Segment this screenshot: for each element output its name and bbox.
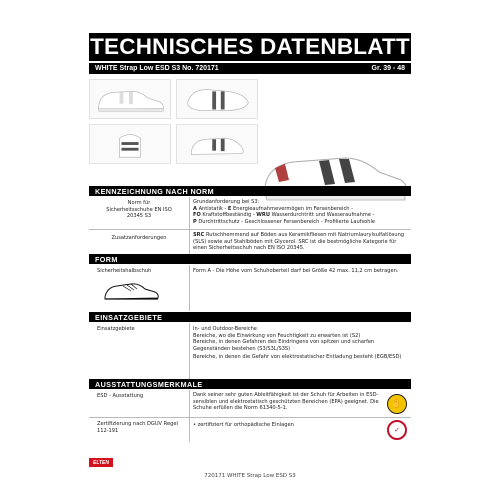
form-row: [89, 265, 411, 311]
bullet-icon: •: [193, 422, 198, 428]
datasheet: [89, 33, 411, 480]
shoe-image-top: [176, 79, 258, 119]
form-label: Sicherheitshalbschuh: [97, 268, 152, 274]
size-range: Gr. 39 - 48: [371, 65, 405, 72]
dguv-certification-icon: ✓: [387, 420, 407, 440]
norm-row-extra: [89, 230, 411, 254]
norm-label: Norm für Sicherheitsschuhe EN ISO 20345 S3: [106, 200, 172, 220]
shoe-image-front: [89, 124, 171, 164]
shoe-image-back: [176, 124, 258, 164]
norm-row-standard: [89, 197, 411, 230]
brand-logo: ELTEN: [89, 458, 113, 467]
extra-label: Zusatzanforderungen: [111, 235, 167, 241]
esd-value: Dank seiner sehr guten Ableitfähigkeit ist der Schuh für Arbeiten in ESD-sensiblen und elektrostatisch geschützten Bereichen (EPA) geeignet. Die Schuhe erfüllen die Norm 61340-5-1.: [193, 392, 379, 412]
section-einsatz: EINSATZGEBIETE: [89, 312, 411, 322]
norm-value: Grundanforderung bei S3: A Antistatik - E Energieaufnahmevermögen im Fersenbereich - FO Kraftstoffbeständig - WRU Wasserdurchtritt und Wasseraufnahme - P Durchtrittschutz - Geschlossener Fersenbereich - Profilierte Laufsohle: [193, 199, 376, 225]
section-norm: KENNZEICHNUNG NACH NORM: [89, 186, 411, 196]
product-bar: [89, 63, 411, 74]
shoe-image-side: [89, 79, 171, 119]
product-name: WHITE Strap Low ESD S3 No. 720171: [95, 65, 219, 72]
footer-text: 720171 WHITE Strap Low ESD S3: [204, 473, 296, 479]
esd-row: [89, 390, 411, 418]
cert-row: [89, 418, 411, 442]
form-value: Form A - Die Höhe vom Schuhoberteil darf bei Größe 42 max. 11,2 cm betragen.: [193, 268, 399, 274]
shoe-outline-icon: [101, 277, 161, 303]
page-title: TECHNISCHES DATENBLATT: [90, 34, 410, 59]
einsatz-label: Einsatzgebiete: [97, 326, 135, 332]
extra-value: SRC Rutschhemmend auf Böden aus Keramikfliesen mit Natriumlaurylsulfatlösung (SLS) sowie auf Stahlböden mit Glycerol. SRC ist die bestmögliche Kategorie für einen Sicherheitsschuh nach EN ISO 20345.: [193, 232, 405, 252]
cert-label: Zertifizierung nach DGUV Regel 112-191: [97, 421, 178, 434]
cert-value: • zertifiziert für orthopädische Einlagen: [193, 422, 294, 428]
section-form: FORM: [89, 254, 411, 264]
einsatz-value: In- und Outdoor-Bereiche Bereiche, wo die Einwirkung von Feuchtigkeit zu erwarten ist (S2) Bereiche, in denen Gefahren des Eindringens von spitzen und scharfen Gegenständen bestehen (S3/S3L/S3S) Bereiche, in denen die Gefahr von elektrostatischer Entladung besteht (EGB/ESD): [193, 326, 402, 361]
esd-label: ESD - Ausstattung: [97, 393, 144, 399]
section-ausstattung: AUSSTATTUNGSMERKMALE: [89, 379, 411, 389]
einsatz-row: [89, 323, 411, 379]
esd-hand-icon: ✋: [387, 394, 407, 414]
